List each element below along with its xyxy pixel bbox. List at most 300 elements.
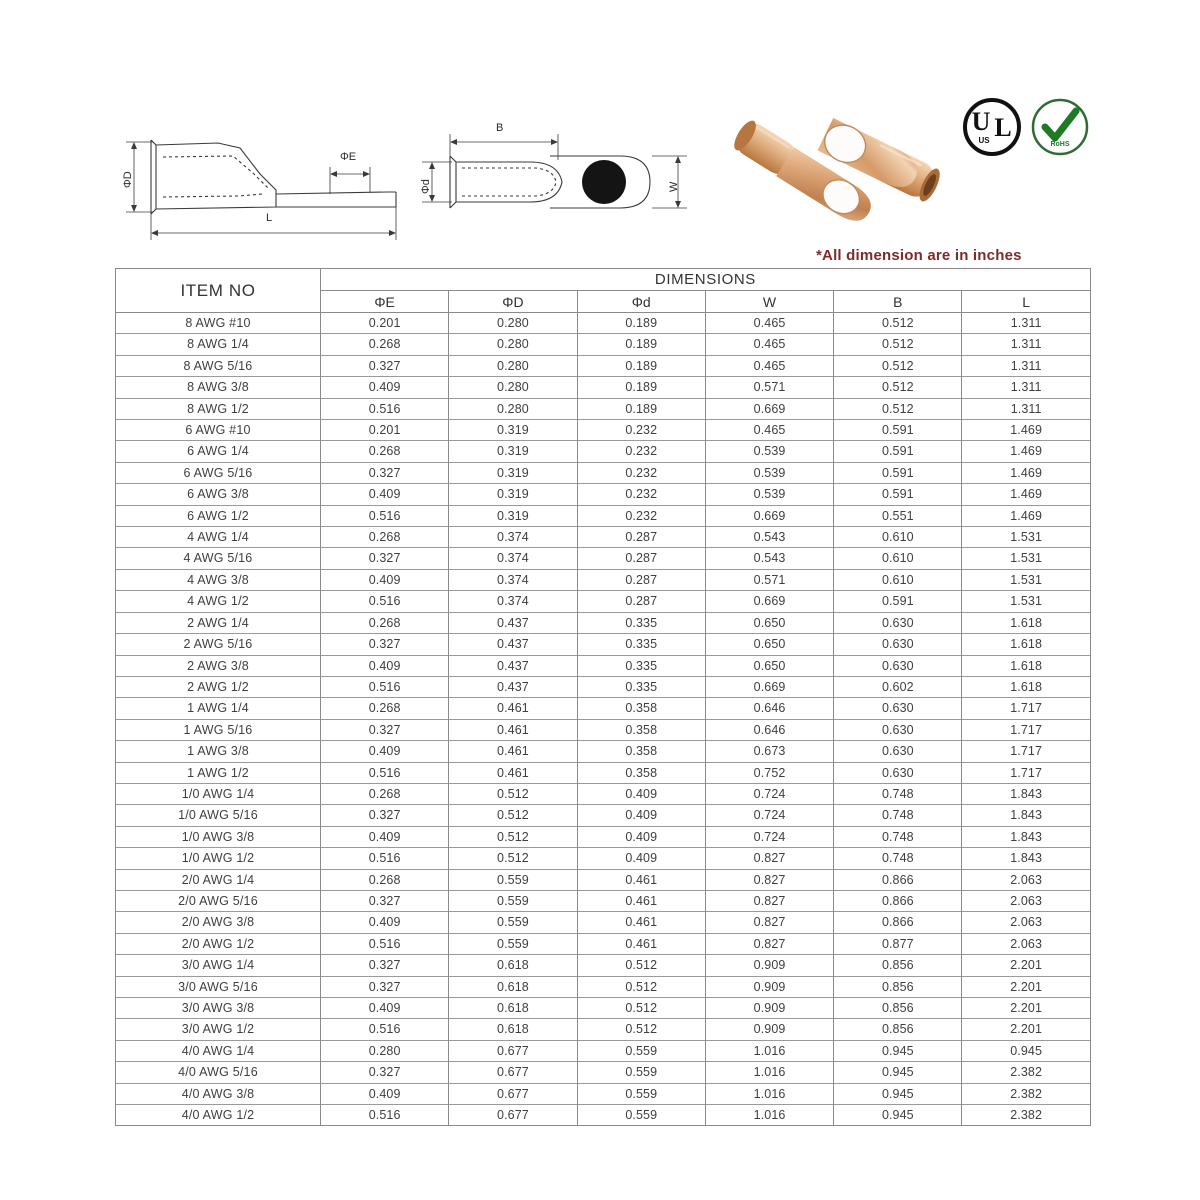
cell-Φd: 0.335	[577, 655, 705, 676]
cell-ΦD: 0.437	[449, 655, 577, 676]
cell-Φd: 0.232	[577, 505, 705, 526]
cell-Φd: 0.232	[577, 441, 705, 462]
cell-B: 0.877	[834, 933, 962, 954]
cell-ΦE: 0.516	[321, 398, 449, 419]
cell-Φd: 0.232	[577, 420, 705, 441]
cell-item-no: 4/0 AWG 5/16	[116, 1062, 321, 1083]
label-phi-small-d: Φd	[420, 179, 432, 194]
cell-ΦD: 0.677	[449, 1083, 577, 1104]
cell-item-no: 4 AWG 1/2	[116, 591, 321, 612]
cell-B: 0.945	[834, 1040, 962, 1061]
cell-W: 0.724	[705, 805, 833, 826]
cell-ΦD: 0.677	[449, 1040, 577, 1061]
cell-B: 0.748	[834, 783, 962, 804]
cell-item-no: 2/0 AWG 5/16	[116, 890, 321, 911]
cell-ΦD: 0.559	[449, 933, 577, 954]
table-row	[116, 655, 1091, 676]
cell-L: 1.469	[962, 505, 1090, 526]
cell-Φd: 0.358	[577, 698, 705, 719]
cell-W: 0.646	[705, 698, 833, 719]
cell-ΦD: 0.559	[449, 912, 577, 933]
cell-ΦD: 0.319	[449, 484, 577, 505]
cell-item-no: 6 AWG 3/8	[116, 484, 321, 505]
table-row	[116, 998, 1091, 1019]
cell-L: 1.843	[962, 805, 1090, 826]
cell-ΦE: 0.516	[321, 676, 449, 697]
cell-ΦE: 0.409	[321, 826, 449, 847]
cell-ΦE: 0.268	[321, 612, 449, 633]
cell-L: 1.531	[962, 548, 1090, 569]
cell-B: 0.512	[834, 313, 962, 334]
cell-W: 0.909	[705, 955, 833, 976]
cell-ΦE: 0.409	[321, 912, 449, 933]
cell-B: 0.856	[834, 976, 962, 997]
cell-Φd: 0.358	[577, 719, 705, 740]
cell-ΦD: 0.437	[449, 676, 577, 697]
cell-L: 1.311	[962, 398, 1090, 419]
cell-ΦE: 0.201	[321, 313, 449, 334]
cell-item-no: 2/0 AWG 3/8	[116, 912, 321, 933]
cell-item-no: 1/0 AWG 1/4	[116, 783, 321, 804]
svg-text:L: L	[994, 113, 1012, 142]
cell-W: 0.646	[705, 719, 833, 740]
cell-Φd: 0.461	[577, 890, 705, 911]
side-view-lug-drawing	[108, 112, 408, 257]
cell-Φd: 0.189	[577, 398, 705, 419]
cell-B: 0.591	[834, 420, 962, 441]
table-row	[116, 313, 1091, 334]
cell-Φd: 0.409	[577, 783, 705, 804]
cell-B: 0.748	[834, 805, 962, 826]
cell-ΦE: 0.516	[321, 505, 449, 526]
cell-B: 0.630	[834, 762, 962, 783]
table-row	[116, 762, 1091, 783]
cell-ΦD: 0.280	[449, 313, 577, 334]
cell-B: 0.610	[834, 548, 962, 569]
cell-B: 0.591	[834, 441, 962, 462]
cell-ΦE: 0.409	[321, 998, 449, 1019]
cell-W: 0.827	[705, 869, 833, 890]
cell-B: 0.591	[834, 484, 962, 505]
cell-item-no: 1/0 AWG 5/16	[116, 805, 321, 826]
cell-L: 1.469	[962, 441, 1090, 462]
cell-L: 2.063	[962, 912, 1090, 933]
cell-item-no: 4 AWG 3/8	[116, 569, 321, 590]
cell-ΦE: 0.327	[321, 1062, 449, 1083]
cell-item-no: 8 AWG 1/4	[116, 334, 321, 355]
cell-B: 0.856	[834, 955, 962, 976]
cell-Φd: 0.358	[577, 741, 705, 762]
cell-ΦD: 0.280	[449, 398, 577, 419]
column-header-dimensions: DIMENSIONS	[321, 269, 1091, 291]
cell-ΦD: 0.374	[449, 548, 577, 569]
table-row	[116, 334, 1091, 355]
cell-W: 1.016	[705, 1062, 833, 1083]
cell-W: 0.571	[705, 569, 833, 590]
cell-L: 1.469	[962, 462, 1090, 483]
cell-Φd: 0.461	[577, 912, 705, 933]
cell-ΦE: 0.327	[321, 955, 449, 976]
cell-W: 0.543	[705, 548, 833, 569]
cell-L: 1.843	[962, 848, 1090, 869]
cell-ΦD: 0.461	[449, 762, 577, 783]
cell-ΦE: 0.516	[321, 933, 449, 954]
cell-L: 1.531	[962, 569, 1090, 590]
cell-item-no: 1 AWG 5/16	[116, 719, 321, 740]
cell-ΦE: 0.280	[321, 1040, 449, 1061]
cell-Φd: 0.287	[577, 591, 705, 612]
cell-B: 0.512	[834, 334, 962, 355]
cell-Φd: 0.189	[577, 334, 705, 355]
cell-W: 0.909	[705, 976, 833, 997]
table-row	[116, 462, 1091, 483]
cell-B: 0.630	[834, 612, 962, 633]
label-length-l: L	[266, 212, 273, 224]
cell-W: 0.724	[705, 826, 833, 847]
cell-W: 0.650	[705, 634, 833, 655]
cell-item-no: 2 AWG 1/4	[116, 612, 321, 633]
cell-ΦE: 0.327	[321, 634, 449, 655]
cell-L: 1.618	[962, 676, 1090, 697]
cell-ΦD: 0.618	[449, 998, 577, 1019]
cell-B: 0.945	[834, 1083, 962, 1104]
table-head	[116, 269, 1091, 313]
cell-item-no: 2/0 AWG 1/2	[116, 933, 321, 954]
table-row	[116, 869, 1091, 890]
cell-B: 0.512	[834, 398, 962, 419]
cell-ΦE: 0.268	[321, 783, 449, 804]
cell-L: 1.843	[962, 826, 1090, 847]
table-row	[116, 591, 1091, 612]
cell-Φd: 0.559	[577, 1062, 705, 1083]
cell-ΦD: 0.461	[449, 698, 577, 719]
cell-W: 0.669	[705, 398, 833, 419]
label-barrel-length-b: B	[496, 122, 504, 134]
cell-ΦE: 0.516	[321, 1105, 449, 1126]
cell-Φd: 0.189	[577, 377, 705, 398]
cell-W: 0.571	[705, 377, 833, 398]
cell-L: 2.201	[962, 955, 1090, 976]
cell-W: 0.539	[705, 484, 833, 505]
cell-ΦD: 0.280	[449, 377, 577, 398]
cell-W: 0.650	[705, 612, 833, 633]
cell-W: 0.539	[705, 441, 833, 462]
cell-item-no: 8 AWG #10	[116, 313, 321, 334]
cell-item-no: 4 AWG 1/4	[116, 527, 321, 548]
table-row	[116, 355, 1091, 376]
cell-ΦD: 0.319	[449, 462, 577, 483]
cell-B: 0.630	[834, 655, 962, 676]
cell-ΦD: 0.319	[449, 441, 577, 462]
cell-Φd: 0.358	[577, 762, 705, 783]
table-row	[116, 783, 1091, 804]
table-row	[116, 805, 1091, 826]
cell-W: 1.016	[705, 1040, 833, 1061]
cell-L: 1.717	[962, 741, 1090, 762]
cell-L: 1.618	[962, 634, 1090, 655]
cell-ΦD: 0.559	[449, 869, 577, 890]
cell-B: 0.630	[834, 741, 962, 762]
cell-Φd: 0.335	[577, 634, 705, 655]
cell-Φd: 0.559	[577, 1083, 705, 1104]
cell-L: 1.531	[962, 527, 1090, 548]
cell-L: 2.063	[962, 869, 1090, 890]
cell-B: 0.945	[834, 1062, 962, 1083]
table-row	[116, 377, 1091, 398]
cell-ΦE: 0.327	[321, 548, 449, 569]
cell-W: 0.669	[705, 505, 833, 526]
cell-ΦD: 0.618	[449, 976, 577, 997]
cell-item-no: 6 AWG 1/4	[116, 441, 321, 462]
cell-ΦD: 0.677	[449, 1105, 577, 1126]
cell-Φd: 0.461	[577, 869, 705, 890]
cell-B: 0.856	[834, 998, 962, 1019]
cell-B: 0.945	[834, 1105, 962, 1126]
table-row	[116, 1105, 1091, 1126]
column-header-item-no: ITEM NO	[116, 269, 321, 313]
cell-Φd: 0.559	[577, 1105, 705, 1126]
cell-L: 0.945	[962, 1040, 1090, 1061]
cell-ΦD: 0.374	[449, 569, 577, 590]
table-body	[116, 313, 1091, 1126]
cell-ΦE: 0.327	[321, 462, 449, 483]
cell-L: 2.201	[962, 976, 1090, 997]
cell-ΦE: 0.516	[321, 1019, 449, 1040]
cell-L: 1.311	[962, 355, 1090, 376]
cell-ΦD: 0.374	[449, 591, 577, 612]
cell-B: 0.512	[834, 377, 962, 398]
cell-ΦD: 0.512	[449, 783, 577, 804]
table-row	[116, 612, 1091, 633]
table-row	[116, 1040, 1091, 1061]
cell-B: 0.630	[834, 698, 962, 719]
column-header-phi-sd: Φd	[577, 291, 705, 313]
cell-Φd: 0.232	[577, 462, 705, 483]
cell-item-no: 3/0 AWG 1/2	[116, 1019, 321, 1040]
cell-W: 0.827	[705, 890, 833, 911]
cell-item-no: 3/0 AWG 1/4	[116, 955, 321, 976]
cell-item-no: 4/0 AWG 3/8	[116, 1083, 321, 1104]
cell-L: 1.469	[962, 420, 1090, 441]
cell-ΦD: 0.319	[449, 505, 577, 526]
cell-Φd: 0.189	[577, 355, 705, 376]
cell-L: 1.469	[962, 484, 1090, 505]
cell-L: 2.382	[962, 1105, 1090, 1126]
cell-Φd: 0.512	[577, 955, 705, 976]
cell-item-no: 6 AWG 5/16	[116, 462, 321, 483]
cell-ΦE: 0.409	[321, 741, 449, 762]
cell-L: 1.618	[962, 655, 1090, 676]
cell-B: 0.630	[834, 634, 962, 655]
cell-Φd: 0.287	[577, 548, 705, 569]
cell-B: 0.748	[834, 826, 962, 847]
table-row	[116, 955, 1091, 976]
cell-ΦD: 0.461	[449, 719, 577, 740]
cell-W: 0.465	[705, 334, 833, 355]
cell-ΦD: 0.512	[449, 826, 577, 847]
cell-L: 1.843	[962, 783, 1090, 804]
cell-W: 0.465	[705, 355, 833, 376]
cell-Φd: 0.409	[577, 826, 705, 847]
cell-B: 0.866	[834, 912, 962, 933]
table-row	[116, 976, 1091, 997]
diagram-header-area	[0, 0, 1200, 265]
cell-item-no: 4/0 AWG 1/4	[116, 1040, 321, 1061]
top-view-lug-drawing	[412, 112, 702, 257]
cell-item-no: 8 AWG 5/16	[116, 355, 321, 376]
table-row	[116, 676, 1091, 697]
cell-L: 1.618	[962, 612, 1090, 633]
svg-text:U: U	[971, 107, 991, 136]
specification-table	[115, 268, 1091, 1126]
cell-ΦE: 0.409	[321, 655, 449, 676]
cell-item-no: 2 AWG 3/8	[116, 655, 321, 676]
svg-text:US: US	[978, 136, 990, 145]
cell-ΦE: 0.327	[321, 719, 449, 740]
cell-ΦE: 0.409	[321, 1083, 449, 1104]
cell-W: 0.827	[705, 933, 833, 954]
table-row	[116, 1062, 1091, 1083]
cell-B: 0.748	[834, 848, 962, 869]
cell-ΦD: 0.512	[449, 805, 577, 826]
cell-ΦD: 0.437	[449, 612, 577, 633]
cell-item-no: 3/0 AWG 3/8	[116, 998, 321, 1019]
cell-L: 1.717	[962, 719, 1090, 740]
table-row	[116, 826, 1091, 847]
cell-L: 1.311	[962, 313, 1090, 334]
cell-W: 0.909	[705, 1019, 833, 1040]
cell-item-no: 8 AWG 1/2	[116, 398, 321, 419]
label-width-w: W	[668, 181, 680, 192]
cell-item-no: 2/0 AWG 1/4	[116, 869, 321, 890]
table-row	[116, 484, 1091, 505]
column-header-phi-d: ΦD	[449, 291, 577, 313]
cell-W: 1.016	[705, 1083, 833, 1104]
label-phi-d: ΦD	[122, 171, 134, 188]
cell-Φd: 0.512	[577, 998, 705, 1019]
cell-B: 0.512	[834, 355, 962, 376]
cell-ΦE: 0.516	[321, 848, 449, 869]
cell-Φd: 0.287	[577, 569, 705, 590]
cell-W: 0.650	[705, 655, 833, 676]
cell-item-no: 1 AWG 3/8	[116, 741, 321, 762]
column-header-phi-e: ΦE	[321, 291, 449, 313]
cell-item-no: 4 AWG 5/16	[116, 548, 321, 569]
cell-ΦE: 0.409	[321, 569, 449, 590]
cell-ΦE: 0.516	[321, 591, 449, 612]
cell-W: 0.827	[705, 912, 833, 933]
ul-listed-badge	[962, 96, 1022, 163]
table-row	[116, 569, 1091, 590]
cell-item-no: 8 AWG 3/8	[116, 377, 321, 398]
cell-Φd: 0.512	[577, 1019, 705, 1040]
cell-ΦE: 0.268	[321, 698, 449, 719]
cell-B: 0.602	[834, 676, 962, 697]
cell-Φd: 0.512	[577, 976, 705, 997]
cell-ΦD: 0.374	[449, 527, 577, 548]
cell-B: 0.856	[834, 1019, 962, 1040]
cell-ΦE: 0.327	[321, 355, 449, 376]
table-row	[116, 1083, 1091, 1104]
cell-B: 0.866	[834, 890, 962, 911]
cell-Φd: 0.335	[577, 612, 705, 633]
rohs-badge	[1030, 96, 1090, 163]
cell-L: 1.311	[962, 334, 1090, 355]
specification-table-wrapper	[115, 268, 1090, 1126]
table-row	[116, 741, 1091, 762]
label-phi-e: ΦE	[340, 151, 357, 163]
cell-B: 0.866	[834, 869, 962, 890]
cell-W: 1.016	[705, 1105, 833, 1126]
cell-ΦE: 0.409	[321, 377, 449, 398]
cell-W: 0.673	[705, 741, 833, 762]
cell-Φd: 0.335	[577, 676, 705, 697]
cell-L: 2.063	[962, 933, 1090, 954]
table-row	[116, 912, 1091, 933]
table-row	[116, 505, 1091, 526]
table-row	[116, 548, 1091, 569]
cell-Φd: 0.559	[577, 1040, 705, 1061]
cell-L: 2.382	[962, 1062, 1090, 1083]
table-row	[116, 848, 1091, 869]
cell-item-no: 3/0 AWG 5/16	[116, 976, 321, 997]
table-row	[116, 698, 1091, 719]
cell-item-no: 2 AWG 1/2	[116, 676, 321, 697]
cell-W: 0.543	[705, 527, 833, 548]
cell-L: 1.311	[962, 377, 1090, 398]
cell-Φd: 0.409	[577, 848, 705, 869]
cell-W: 0.539	[705, 462, 833, 483]
cell-L: 2.201	[962, 998, 1090, 1019]
cell-W: 0.909	[705, 998, 833, 1019]
table-row	[116, 527, 1091, 548]
header-row-group	[116, 269, 1091, 291]
table-row	[116, 719, 1091, 740]
cell-Φd: 0.461	[577, 933, 705, 954]
cell-ΦE: 0.409	[321, 484, 449, 505]
cell-L: 2.201	[962, 1019, 1090, 1040]
table-row	[116, 420, 1091, 441]
cell-ΦE: 0.268	[321, 869, 449, 890]
column-header-w: W	[705, 291, 833, 313]
cell-ΦD: 0.618	[449, 955, 577, 976]
cell-ΦD: 0.280	[449, 355, 577, 376]
cell-ΦE: 0.327	[321, 890, 449, 911]
cell-ΦE: 0.327	[321, 976, 449, 997]
svg-text:RoHS: RoHS	[1050, 141, 1070, 148]
cell-ΦD: 0.437	[449, 634, 577, 655]
cell-L: 2.063	[962, 890, 1090, 911]
cell-item-no: 6 AWG 1/2	[116, 505, 321, 526]
cell-ΦD: 0.677	[449, 1062, 577, 1083]
cell-W: 0.724	[705, 783, 833, 804]
cell-L: 1.717	[962, 762, 1090, 783]
cell-ΦD: 0.280	[449, 334, 577, 355]
table-row	[116, 1019, 1091, 1040]
cell-L: 1.531	[962, 591, 1090, 612]
cell-W: 0.827	[705, 848, 833, 869]
cell-ΦE: 0.516	[321, 762, 449, 783]
cell-L: 1.717	[962, 698, 1090, 719]
cell-item-no: 1 AWG 1/2	[116, 762, 321, 783]
units-note: *All dimension are in inches	[816, 247, 1022, 264]
cell-ΦD: 0.512	[449, 848, 577, 869]
cell-L: 2.382	[962, 1083, 1090, 1104]
cell-ΦE: 0.268	[321, 334, 449, 355]
cell-ΦD: 0.559	[449, 890, 577, 911]
cell-B: 0.591	[834, 591, 962, 612]
cell-ΦE: 0.327	[321, 805, 449, 826]
